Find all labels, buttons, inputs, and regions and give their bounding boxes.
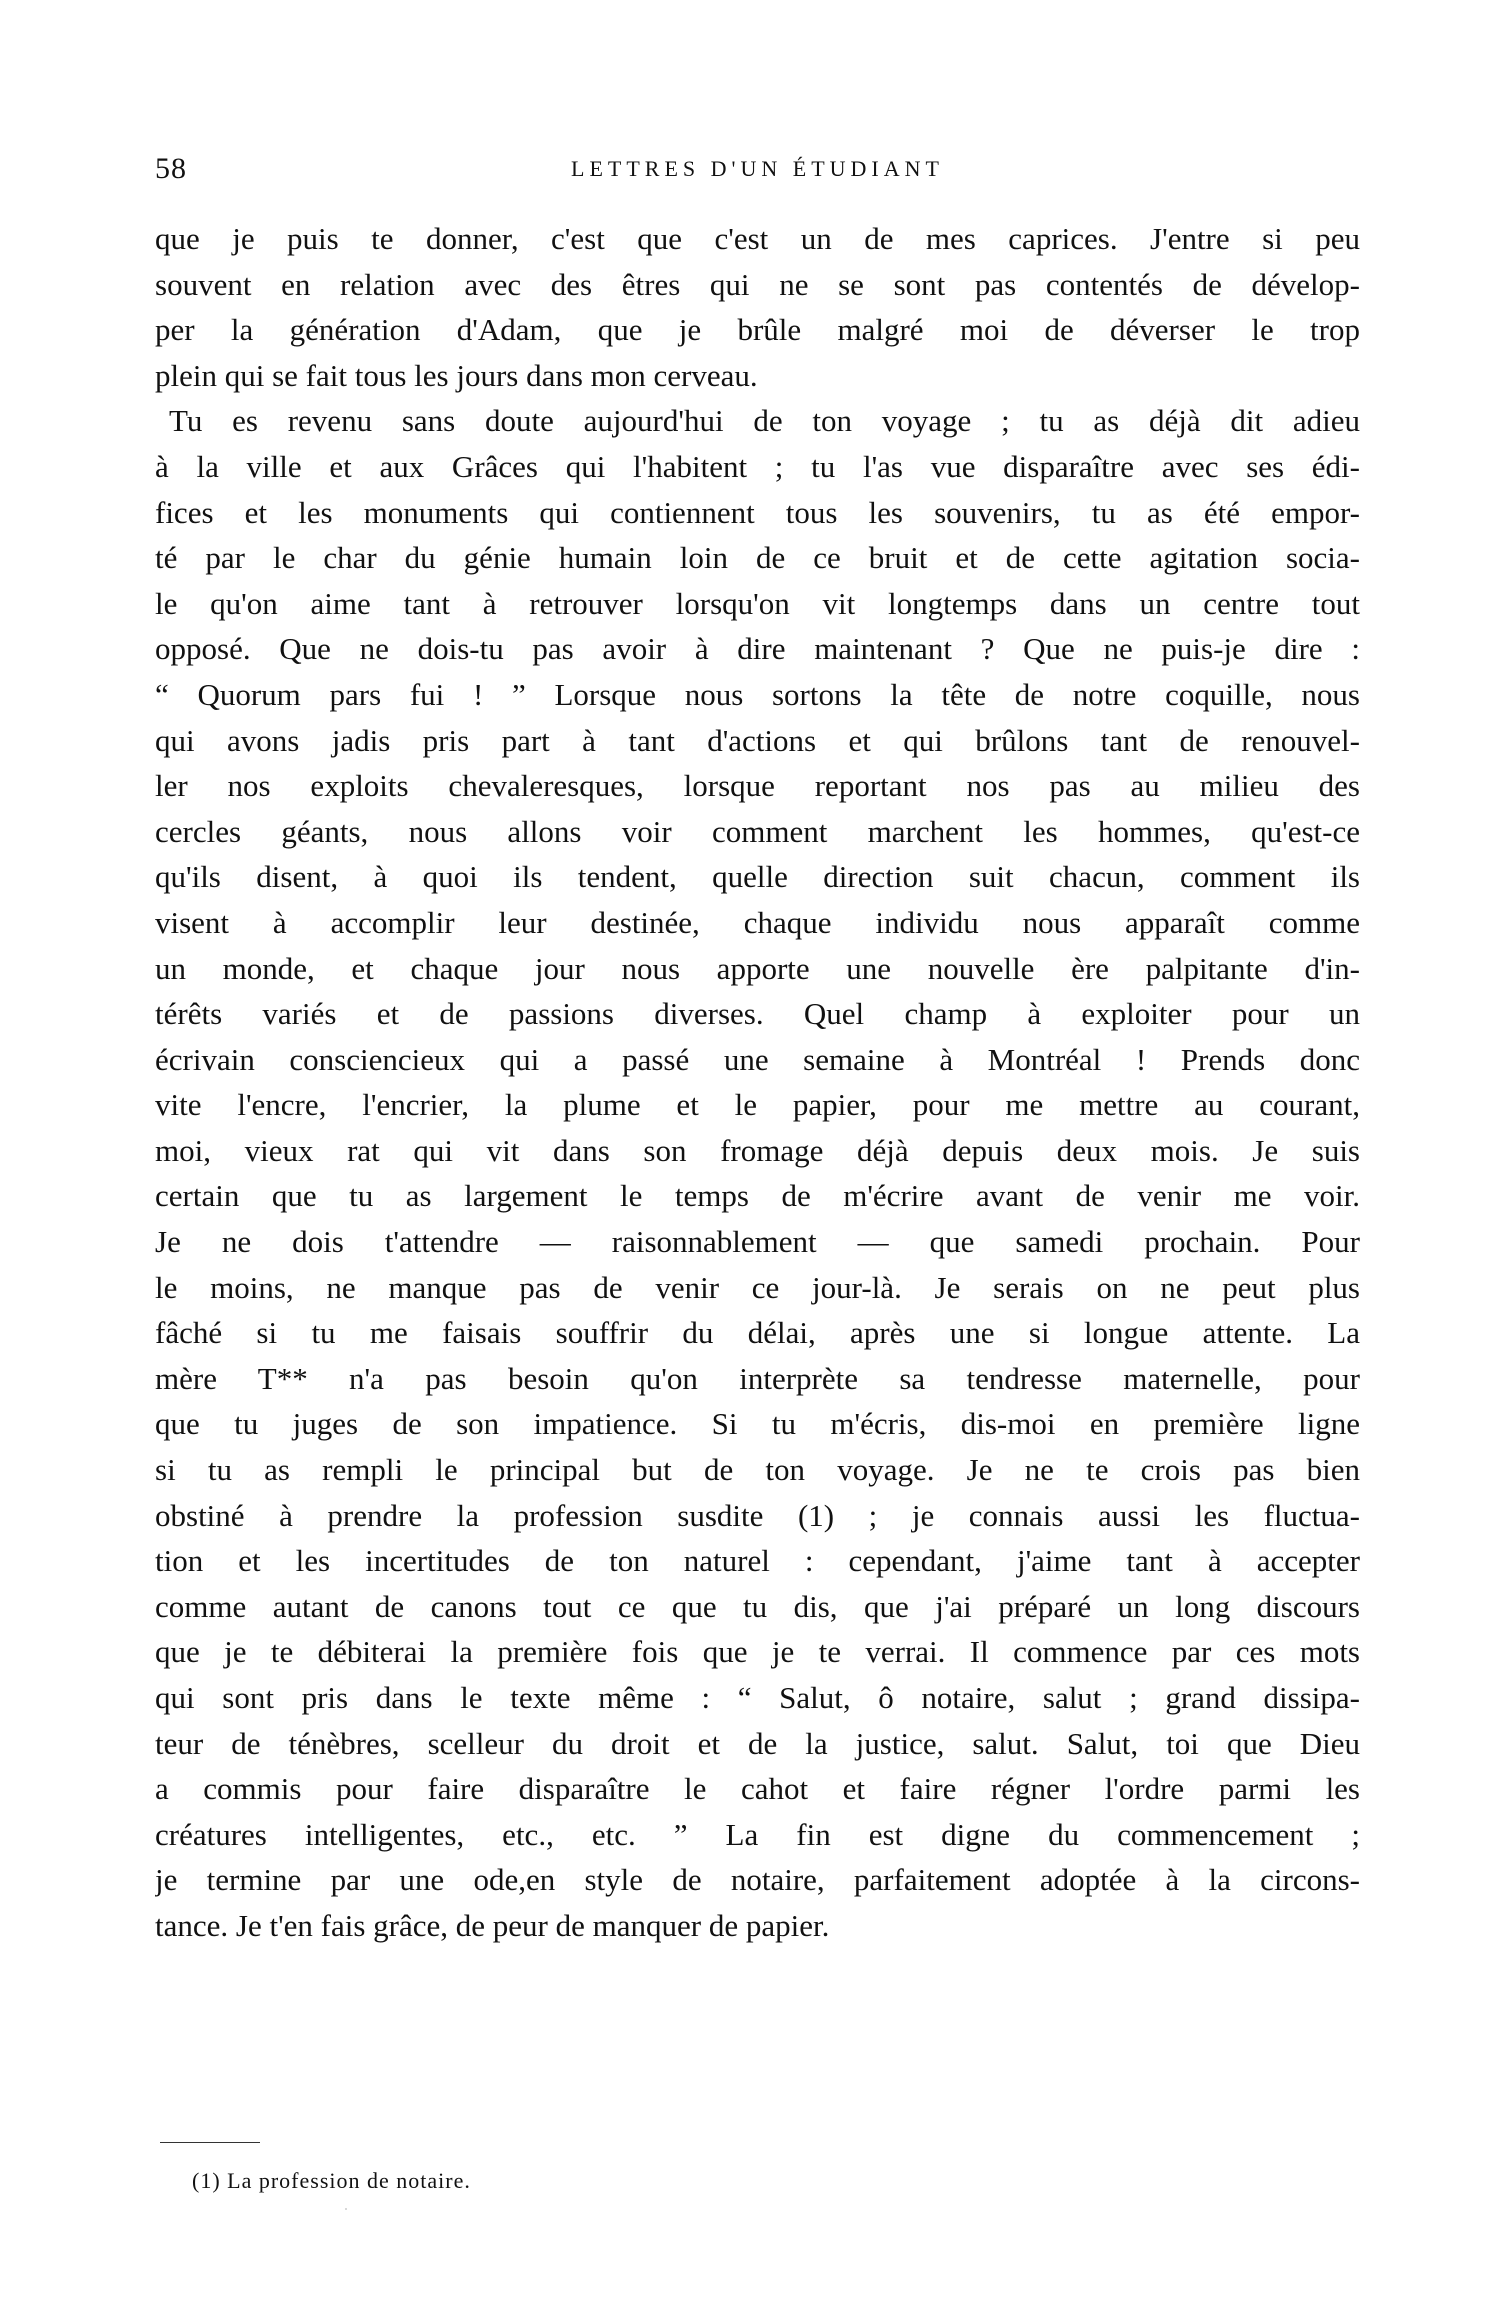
text-line: visent à accomplir leur destinée, chaque individu nous apparaît comme: [155, 904, 1360, 940]
text-line: plein qui se fait tous les jours dans mon cerveau.: [155, 357, 758, 393]
paper-speck: [345, 2208, 347, 2210]
text-line: mère T** n'a pas besoin qu'on interprète sa tendresse maternelle, pour: [155, 1360, 1360, 1396]
running-title: LETTRES D'UN ÉTUDIANT: [571, 156, 944, 181]
text-line: cercles géants, nous allons voir comment marchent les hommes, qu'est-ce: [155, 813, 1360, 849]
text-line: qu'ils disent, à quoi ils tendent, quelle direction suit chacun, comment ils: [155, 859, 1360, 895]
text-line: qui sont pris dans le texte même : “ Salut, ô notaire, salut ; grand dissipa-: [155, 1680, 1360, 1715]
text-line: Je ne dois t'attendre — raisonnablement — que samedi prochain. Pour: [155, 1224, 1360, 1260]
page-number: 58: [155, 152, 187, 185]
text-line: fâché si tu me faisais souffrir du délai, après une si longue attente. La: [155, 1315, 1360, 1351]
text-line: le moins, ne manque pas de venir ce jour-là. Je serais on ne peut plus: [155, 1269, 1360, 1305]
running-head: [155, 152, 1360, 192]
text-line: tance. Je t'en fais grâce, de peur de manquer de papier.: [155, 1907, 830, 1943]
text-line: vite l'encre, l'encrier, la plume et le papier, pour me mettre au courant,: [155, 1087, 1360, 1123]
footnote-divider: [160, 2142, 260, 2143]
text-line: écrivain consciencieux qui a passé une semaine à Montréal ! Prends donc: [155, 1041, 1360, 1077]
text-line: Tu es revenu sans doute aujourd'hui de ton voyage ; tu as déjà dit adieu: [169, 403, 1360, 439]
text-line: qui avons jadis pris part à tant d'actions et qui brûlons tant de renouvel-: [155, 722, 1360, 758]
text-line: si tu as rempli le principal but de ton voyage. Je ne te crois pas bien: [155, 1452, 1360, 1488]
text-line: que je te débiterai la première fois que je te verrai. Il commence par ces mots: [155, 1634, 1360, 1670]
text-line: comme autant de canons tout ce que tu dis, que j'ai préparé un long discours: [155, 1588, 1360, 1624]
text-line: fices et les monuments qui contiennent tous les souvenirs, tu as été empor-: [155, 494, 1360, 530]
text-line: moi, vieux rat qui vit dans son fromage déjà depuis deux mois. Je suis: [155, 1132, 1360, 1168]
text-line: té par le char du génie humain loin de ce bruit et de cette agitation socia-: [155, 540, 1360, 576]
text-line: “ Quorum pars fui ! ” Lorsque nous sortons la tête de notre coquille, nous: [155, 676, 1360, 712]
text-line: que tu juges de son impatience. Si tu m'écris, dis-moi en première ligne: [155, 1406, 1360, 1442]
text-line: térêts variés et de passions diverses. Quel champ à exploiter pour un: [155, 996, 1360, 1032]
text-line: obstiné à prendre la profession susdite (1) ; je connais aussi les fluctua-: [155, 1497, 1360, 1533]
text-line: à la ville et aux Grâces qui l'habitent ; tu l'as vue disparaître avec ses édi-: [155, 448, 1360, 484]
body-text: [155, 216, 1360, 1949]
text-line: teur de ténèbres, scelleur du droit et de la justice, salut. Salut, toi que Dieu: [155, 1725, 1360, 1761]
text-line: un monde, et chaque jour nous apporte une nouvelle ère palpitante d'in-: [155, 950, 1360, 986]
text-line: a commis pour faire disparaître le cahot et faire régner l'ordre parmi les: [155, 1771, 1360, 1807]
text-line: tion et les incertitudes de ton naturel : cependant, j'aime tant à accepter: [155, 1543, 1360, 1579]
text-line: ler nos exploits chevaleresques, lorsque reportant nos pas au milieu des: [155, 768, 1360, 804]
text-line: créatures intelligentes, etc., etc. ” La fin est digne du commencement ;: [155, 1816, 1360, 1852]
text-line: per la génération d'Adam, que je brûle malgré moi de déverser le trop: [155, 312, 1360, 348]
text-line: certain que tu as largement le temps de m'écrire avant de venir me voir.: [155, 1178, 1360, 1214]
text-line: opposé. Que ne dois-tu pas avoir à dire maintenant ? Que ne puis-je dire :: [155, 631, 1360, 667]
text-line: souvent en relation avec des êtres qui ne se sont pas contentés de dévelop-: [155, 266, 1360, 302]
text-line: je termine par une ode,en style de notaire, parfaitement adoptée à la circons-: [155, 1862, 1360, 1898]
footnote: (1) La profession de notaire.: [192, 2168, 471, 2193]
text-line: que je puis te donner, c'est que c'est un de mes caprices. J'entre si peu: [155, 221, 1360, 256]
text-line: le qu'on aime tant à retrouver lorsqu'on vit longtemps dans un centre tout: [155, 585, 1360, 621]
